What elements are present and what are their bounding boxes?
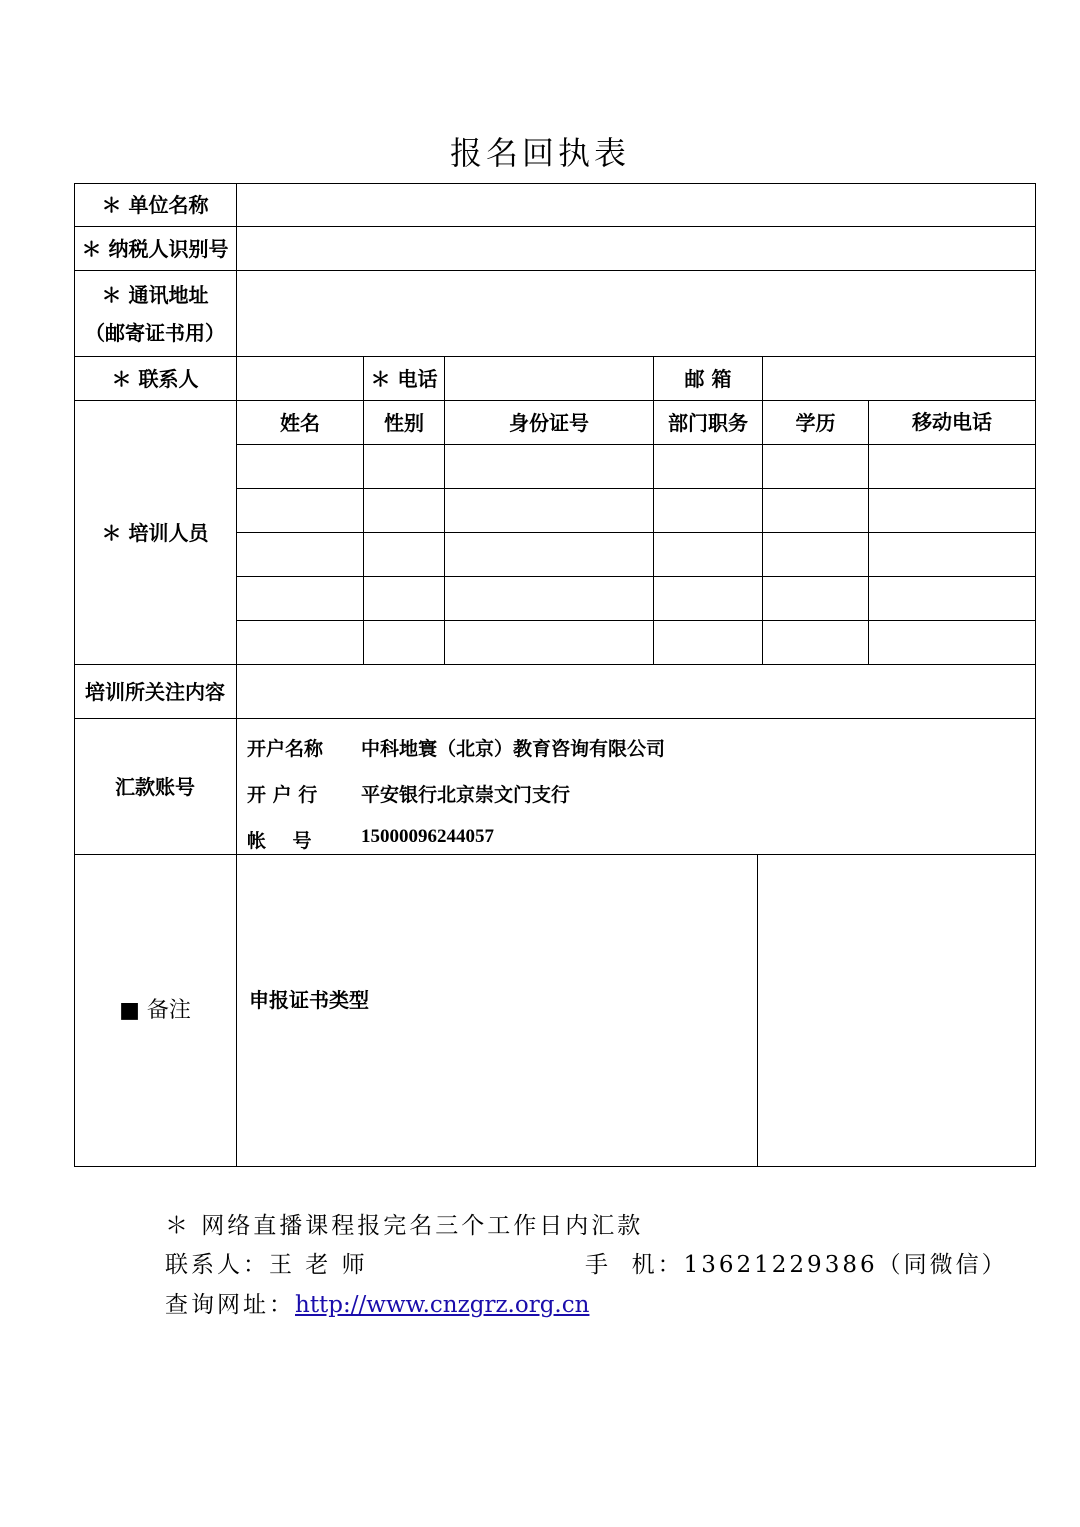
- trainee-row[interactable]: [237, 489, 1035, 532]
- bank-branch-label: 开 户 行: [247, 784, 318, 806]
- registration-form: [74, 183, 1036, 1167]
- phone-field[interactable]: [445, 358, 653, 400]
- unit-name-field[interactable]: [237, 184, 1035, 226]
- trainees-label: ＊ 培训人员: [101, 521, 209, 545]
- tax-id-label: ＊ 纳税人识别号: [81, 237, 229, 261]
- focus-field[interactable]: [237, 666, 1035, 718]
- note-website: [165, 1286, 589, 1319]
- address-label: [74, 271, 236, 357]
- bank-branch-value: 平安银行北京崇文门支行: [361, 784, 571, 806]
- header-mobile: 移动电话: [912, 410, 992, 434]
- header-name: 姓名: [280, 411, 320, 435]
- cert-type-label: [237, 855, 757, 1167]
- unit-name-label: ＊ 单位名称: [101, 193, 209, 217]
- note-contact: 联系人：王 老 师: [165, 1252, 368, 1278]
- note-mobile: 手 机：13621229386（同微信）: [585, 1252, 1008, 1278]
- bank-name-value: 中科地寰（北京）教育咨询有限公司: [361, 738, 666, 760]
- address-field[interactable]: [237, 272, 1035, 356]
- bank-account-value: 15000096244057: [361, 826, 494, 847]
- website-link[interactable]: http://www.cnzgrz.org.cn: [295, 1292, 590, 1318]
- note-website-label: 查询网址：: [165, 1292, 295, 1318]
- trainee-row[interactable]: [237, 621, 1035, 664]
- cert-type-field[interactable]: [758, 855, 1035, 1166]
- bank-name-label: 开户名称: [247, 738, 324, 760]
- phone-label: ＊ 电话: [370, 367, 438, 391]
- tax-id-field[interactable]: [237, 228, 1035, 270]
- header-department: 部门职务: [668, 411, 748, 435]
- header-gender: 性别: [384, 411, 424, 435]
- cert-type-text: 申报证书类型: [249, 988, 369, 1012]
- note-remit: ＊ 网络直播课程报完名三个工作日内汇款: [165, 1213, 644, 1239]
- header-id-number: 身份证号: [509, 411, 589, 435]
- address-label-line1: ＊ 通讯地址: [101, 283, 209, 307]
- header-education: 学历: [795, 411, 836, 435]
- trainee-row[interactable]: [237, 445, 1035, 488]
- address-label-line2: （邮寄证书用）: [85, 321, 225, 345]
- page-title: 报名回执表: [449, 134, 630, 172]
- remarks-label: ■ 备注: [119, 998, 191, 1024]
- contact-field[interactable]: [237, 358, 363, 400]
- remit-label: 汇款账号: [115, 775, 195, 799]
- email-label: 邮 箱: [684, 367, 732, 391]
- focus-label: 培训所关注内容: [85, 680, 225, 704]
- contact-label: ＊ 联系人: [111, 367, 199, 391]
- trainee-row[interactable]: [237, 577, 1035, 620]
- trainee-row[interactable]: [237, 533, 1035, 576]
- email-field[interactable]: [763, 358, 1035, 400]
- bank-account-label: 帐 号: [247, 830, 312, 852]
